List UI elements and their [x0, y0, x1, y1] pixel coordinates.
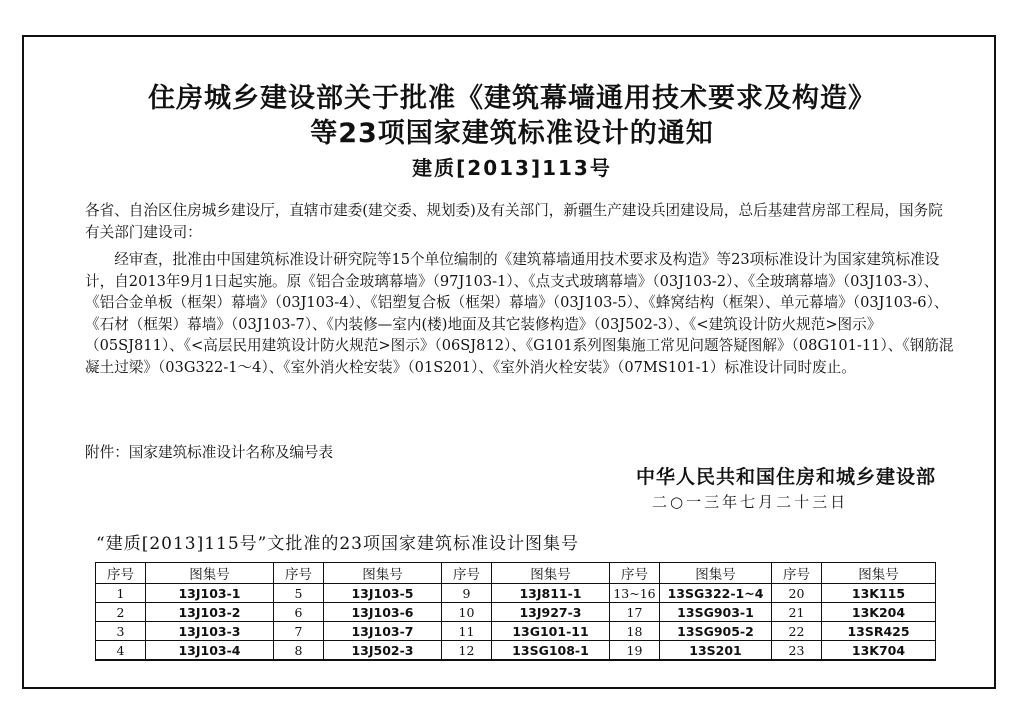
atlas-code-cell: 13S201	[660, 641, 772, 661]
notice-title-line-2: 等23项国家建筑标准设计的通知	[310, 118, 714, 149]
catalog-header-row	[96, 563, 936, 584]
catalog-table-title: “建质[2013]115号”文批准的23项国家建筑标准设计图集号	[96, 534, 579, 554]
catalog-table	[95, 562, 936, 661]
seq-cell: 12	[442, 641, 492, 661]
header-code: 图集号	[822, 563, 936, 584]
seq-cell: 3	[96, 622, 146, 641]
atlas-code-cell: 13G101-11	[492, 622, 610, 641]
header-seq: 序号	[610, 563, 660, 584]
seq-cell: 5	[274, 584, 324, 603]
atlas-code-cell: 13J103-7	[324, 622, 442, 641]
seq-cell: 20	[772, 584, 822, 603]
table-row	[96, 641, 936, 661]
table-row	[96, 584, 936, 603]
seq-cell: 19	[610, 641, 660, 661]
notice-body-paragraph: 经审查，批准由中国建筑标准设计研究院等15个单位编制的《建筑幕墙通用技术要求及构造》等23项标准设计为国家建筑标准设计，自2013年9月1日起实施。原《铝合金玻璃幕墙》（97J103-1）、《点支式玻璃幕墙》（03J103-2）、《全玻璃幕墙》（03J103-3）、《铝合金单板（框架）幕墙》（03J103-4）、《铝塑复合板（框架）幕墙》（03J103-5）、《蜂窝结构（框架）、单元幕墙》（03J103-6）、《石材（框架）幕墙》（03J103-7）、《内装修—室内(楼)地面及其它装修构造》（03J502-3）、《<建筑设计防火规范>图示》（05SJ811）、《<高层民用建筑设计防火规范>图示》（06SJ812）、《G101系列图集施工常见问题答疑图解》（08G101-11）、《钢筋混凝土过梁》（03G322-1～4）、《室外消火栓安装》（01S201）、《室外消火栓安装》（07MS101-1）标准设计同时废止。	[85, 251, 954, 376]
seq-cell: 18	[610, 622, 660, 641]
atlas-code-cell: 13K115	[822, 584, 936, 603]
seq-cell: 8	[274, 641, 324, 661]
seq-cell: 10	[442, 603, 492, 622]
atlas-code-cell: 13SG322-1~4	[660, 584, 772, 603]
atlas-code-cell: 13J103-1	[146, 584, 274, 603]
atlas-code-cell: 13J502-3	[324, 641, 442, 661]
document-number: 建质[2013]113号	[412, 156, 612, 180]
attachment-line: 附件：国家建筑标准设计名称及编号表	[85, 444, 334, 461]
header-seq: 序号	[274, 563, 324, 584]
issue-date: 二○一三年七月二十三日	[652, 493, 849, 511]
header-seq: 序号	[96, 563, 146, 584]
atlas-code-cell: 13K204	[822, 603, 936, 622]
table-row	[96, 603, 936, 622]
header-code: 图集号	[660, 563, 772, 584]
header-code: 图集号	[146, 563, 274, 584]
seq-cell: 23	[772, 641, 822, 661]
atlas-code-cell: 13SG905-2	[660, 622, 772, 641]
atlas-code-cell: 13J103-4	[146, 641, 274, 661]
table-row	[96, 622, 936, 641]
seq-cell: 4	[96, 641, 146, 661]
atlas-code-cell: 13J103-5	[324, 584, 442, 603]
notice-title-line-1: 住房城乡建设部关于批准《建筑幕墙通用技术要求及构造》	[148, 83, 876, 114]
salutation-text: 各省、自治区住房城乡建设厅，直辖市建委(建交委、规划委)及有关部门，新疆生产建设兵团建设局，总后基建营房部工程局，国务院有关部门建设司：	[85, 202, 943, 241]
atlas-code-cell: 13J103-6	[324, 603, 442, 622]
header-seq: 序号	[772, 563, 822, 584]
atlas-code-cell: 13J927-3	[492, 603, 610, 622]
atlas-code-cell: 13J103-2	[146, 603, 274, 622]
seq-cell: 13~16	[610, 584, 660, 603]
atlas-code-cell: 13SR425	[822, 622, 936, 641]
seq-cell: 6	[274, 603, 324, 622]
seq-cell: 2	[96, 603, 146, 622]
issuing-authority: 中华人民共和国住房和城乡建设部	[635, 466, 936, 488]
header-code: 图集号	[324, 563, 442, 584]
seq-cell: 11	[442, 622, 492, 641]
atlas-code-cell: 13K704	[822, 641, 936, 661]
seq-cell: 21	[772, 603, 822, 622]
atlas-code-cell: 13J103-3	[146, 622, 274, 641]
seq-cell: 1	[96, 584, 146, 603]
seq-cell: 17	[610, 603, 660, 622]
seq-cell: 9	[442, 584, 492, 603]
seq-cell: 22	[772, 622, 822, 641]
header-seq: 序号	[442, 563, 492, 584]
atlas-code-cell: 13J811-1	[492, 584, 610, 603]
seq-cell: 7	[274, 622, 324, 641]
atlas-code-cell: 13SG108-1	[492, 641, 610, 661]
atlas-code-cell: 13SG903-1	[660, 603, 772, 622]
header-code: 图集号	[492, 563, 610, 584]
